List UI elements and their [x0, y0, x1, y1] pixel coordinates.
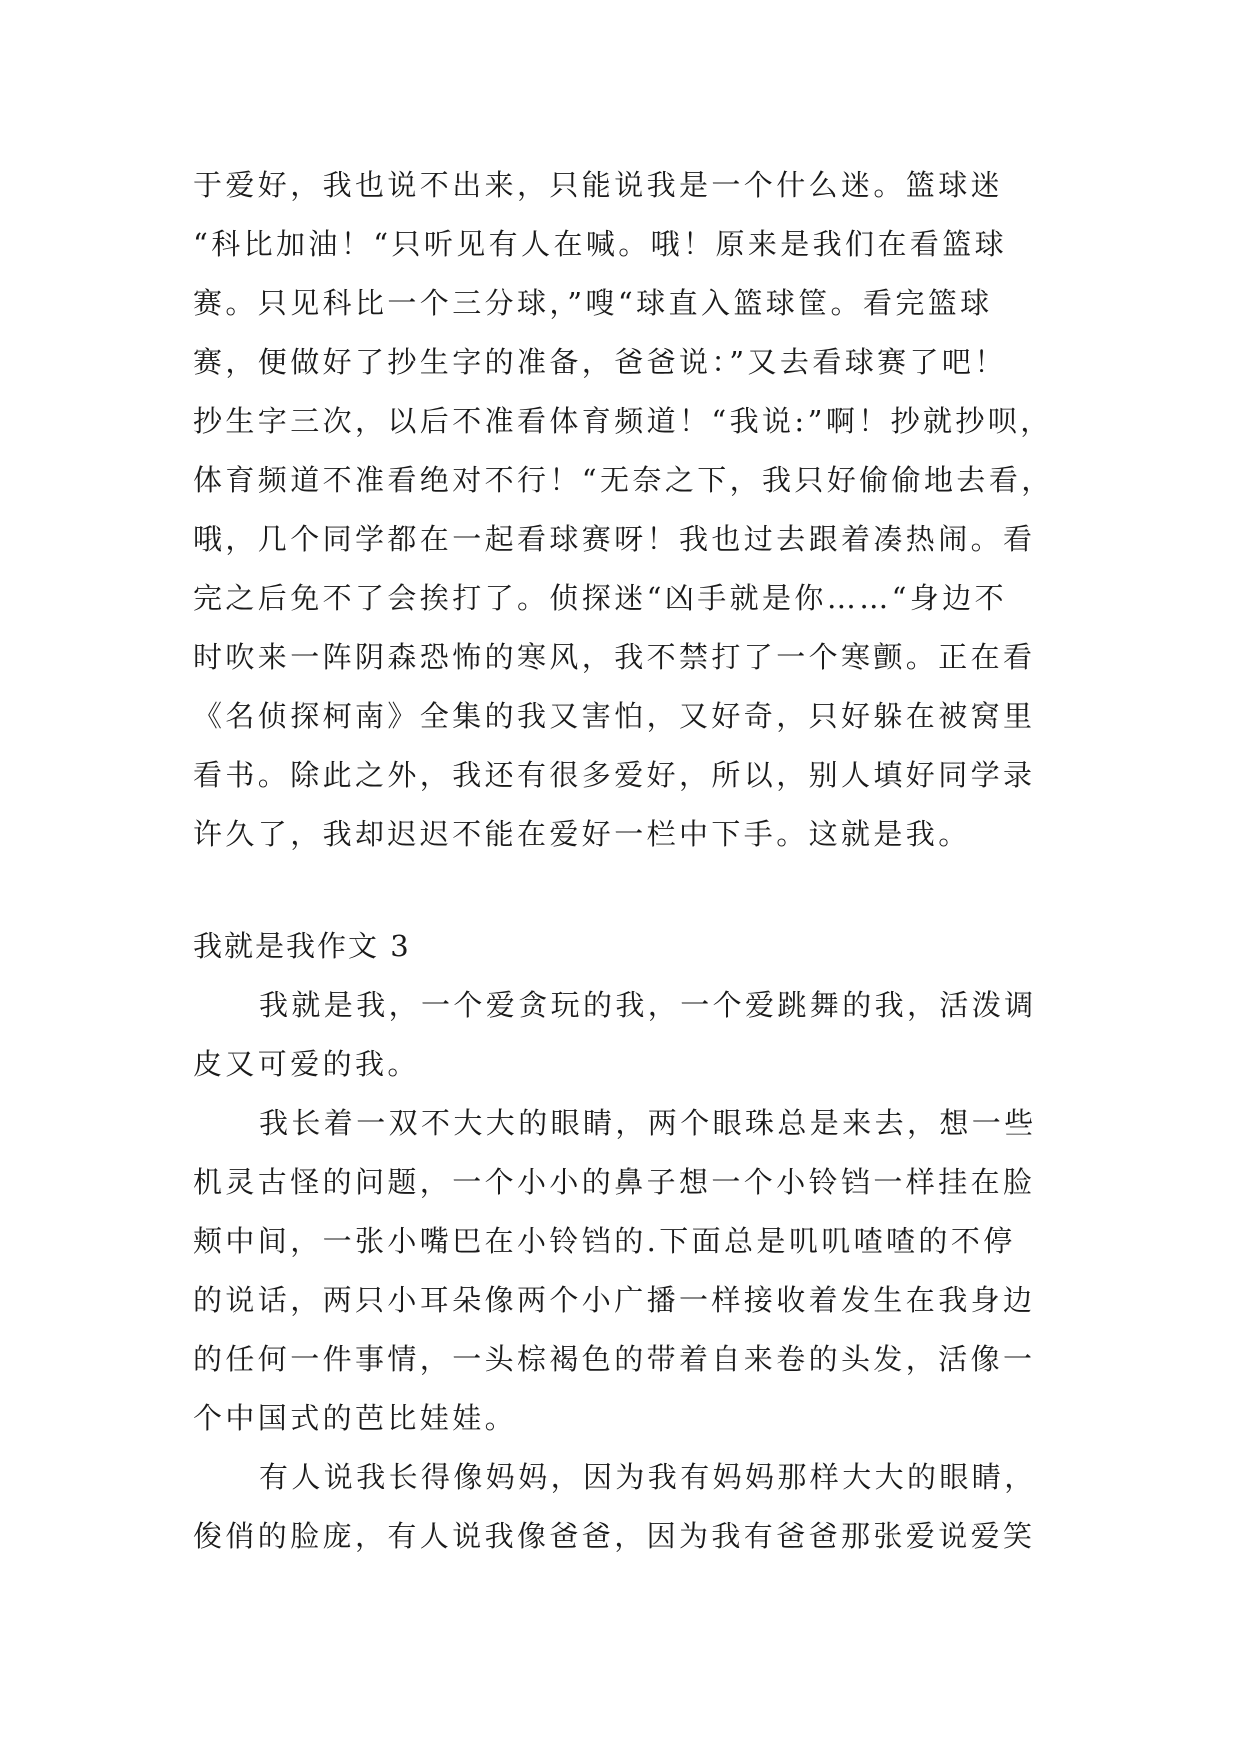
text-line: 于爱好，我也说不出来，只能说我是一个什么迷。篮球迷 [193, 168, 1004, 202]
section-heading: 我就是我作文 3 [193, 929, 411, 963]
text-line: 《名侦探柯南》全集的我又害怕，又好奇，只好躲在被窝里 [193, 699, 1036, 733]
text-line: 哦，几个同学都在一起看球赛呀！我也过去跟着凑热闹。看 [193, 522, 1036, 556]
essay-section [193, 917, 1063, 1566]
text-line: 机灵古怪的问题，一个小小的鼻子想一个小铃铛一样挂在脸 [193, 1165, 1036, 1199]
essay-continuation [193, 156, 1063, 864]
text-line: 赛，便做好了抄生字的准备，爸爸说：”又去看球赛了吧！ [193, 345, 1007, 379]
text-line: 的说话，两只小耳朵像两个小广播一样接收着发生在我身边 [193, 1283, 1036, 1317]
text-line: 体育频道不准看绝对不行！“无奈之下，我只好偷偷地去看， [193, 463, 1054, 497]
text-line: 俊俏的脸庞，有人说我像爸爸，因为我有爸爸那张爱说爱笑 [193, 1519, 1036, 1553]
text-line: 我就是我，一个爱贪玩的我，一个爱跳舞的我，活泼调 [259, 988, 1037, 1022]
text-line: 颊中间，一张小嘴巴在小铃铛的.下面总是叽叽喳喳的不停 [193, 1224, 1016, 1258]
text-line: 皮又可爱的我。 [193, 1047, 420, 1081]
text-line: 的任何一件事情，一头棕褐色的带着自来卷的头发，活像一 [193, 1342, 1036, 1376]
text-line: 看书。除此之外，我还有很多爱好，所以，别人填好同学录 [193, 758, 1036, 792]
text-line: 时吹来一阵阴森恐怖的寒风，我不禁打了一个寒颤。正在看 [193, 640, 1036, 674]
text-line: 抄生字三次，以后不准看体育频道！“我说:”啊！抄就抄呗， [193, 404, 1053, 438]
text-line: 赛。只见科比一个三分球，”嗖“球直入篮球筐。看完篮球 [193, 286, 993, 320]
text-line: 许久了，我却迟迟不能在爱好一栏中下手。这就是我。 [193, 817, 971, 851]
text-line: “科比加油！“只听见有人在喊。哦！原来是我们在看篮球 [193, 227, 1008, 261]
text-line: 个中国式的芭比娃娃。 [193, 1401, 518, 1435]
text-line: 有人说我长得像妈妈，因为我有妈妈那样大大的眼睛， [259, 1460, 1037, 1494]
text-line: 完之后免不了会挨打了。侦探迷“凶手就是你……“身边不 [193, 581, 1008, 615]
text-line: 我长着一双不大大的眼睛，两个眼珠总是来去，想一些 [259, 1106, 1037, 1140]
